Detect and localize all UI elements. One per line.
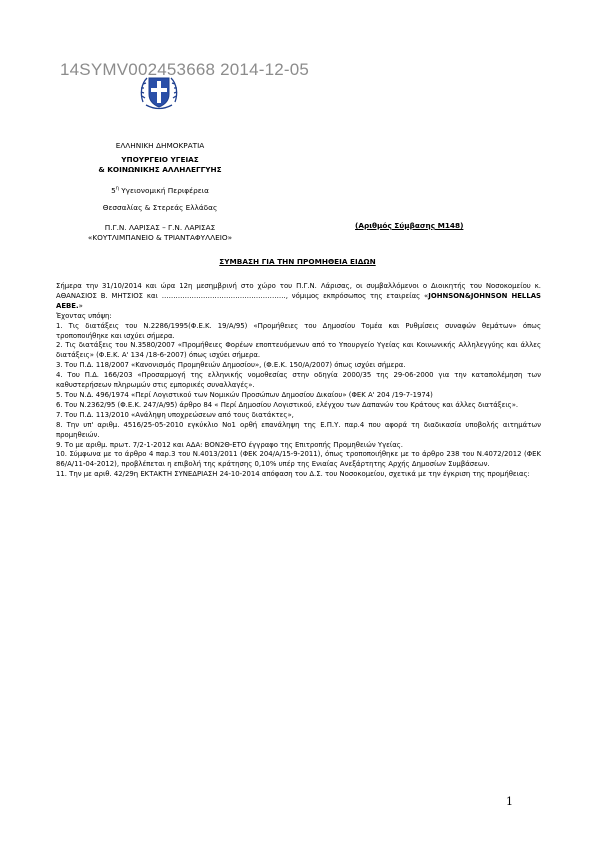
document-id-watermark: 14SYMV002453668 2014-12-05 bbox=[60, 60, 310, 79]
page-number: 1 bbox=[506, 795, 513, 808]
hospital-name-line-2: «ΚΟΥΤΛΙΜΠΑΝΕΙΟ & ΤΡΙΑΝΤΑΦΥΛΛΕΙΟ» bbox=[87, 233, 233, 242]
list-item: 2. Τις διατάξεις του Ν.3580/2007 «Προμήθειες Φορέων εποπτευόμενων από το Υπουργείο Υγείας και Κοινωνικής Αλληλεγγύης και άλλες διατάξεις» (Φ.Ε.Κ. Α' 134 /18-6-2007) όπως ισχύει σήμερα. bbox=[56, 341, 541, 360]
contract-number: (Αριθμός Σύμβασης Μ148) bbox=[355, 221, 464, 230]
list-item: 4. Του Π.Δ. 166/203 «Προσαρμογή της ελληνικής νομοθεσίας στην οδηγία 2000/35 της 29-06-2000 για την καταπολέμηση των καθυστερήσεων πληρωμών στις εμπορικές συναλλαγές». bbox=[56, 371, 541, 390]
health-region-line-2: Θεσσαλίας & Στερεάς Ελλάδας bbox=[102, 203, 218, 212]
list-item: 8. Την υπ' αριθμ. 4516/25-05-2010 εγκύκλιο Νο1 ορθή επανάληψη της Ε.Π.Υ. παρ.4 που αφορά τη διαδικασία υποβολής αιτημάτων προμηθειών. bbox=[56, 420, 541, 439]
ministry-line-2: & ΚΟΙΝΩΝΙΚΗΣ ΑΛΛΗΛΕΓΓΥΗΣ bbox=[98, 165, 222, 174]
list-item: 9. Το με αριθμ. πρωτ. 7/2-1-2012 και ΑΔΑ: ΒΟΝ2Θ-ΕΤΟ έγγραφο της Επιτροπής Προμηθειών Υγείας. bbox=[56, 440, 404, 449]
ministry-line-1: ΥΠΟΥΡΓΕΙΟ ΥΓΕΙΑΣ bbox=[121, 155, 199, 164]
list-item: 11. Την με αριθ. 42/29η ΕΚΤΑΚΤΗ ΣΥΝΕΔΡΙΑΣΗ 24-10-2014 απόφαση του Δ.Σ. του Νοσοκομείου, σχετικά με την έγκριση της προμήθειας: bbox=[56, 470, 530, 479]
list-item: 10. Σύμφωνα με το άρθρο 4 παρ.3 του Ν.4013/2011 (ΦΕΚ 204/Α/15-9-2011), όπως τροποποιήθηκε με το άρθρο 238 του Ν.4072/2012 (ΦΕΚ 86/Α/11-04-2012), προβλέπεται η επιβολή της κράτησης 0,10% υπέρ της Ενιαίας Ανεξάρτητης Αρχής Δημοσίων Συμβάσεων. bbox=[56, 450, 541, 469]
hospital-name-line-1: Π.Γ.Ν. ΛΑΡΙΣΑΣ – Γ.Ν. ΛΑΡΙΣΑΣ bbox=[104, 223, 216, 232]
list-item: 7. Του Π.Δ. 113/2010 «Ανάληψη υποχρεώσεων από τους διατάκτες», bbox=[56, 410, 294, 419]
intro-paragraph: Σήμερα την 31/10/2014 και ώρα 12η μεσημβρινή στο χώρο του Π.Γ.Ν. Λάρισας, οι συμβαλλόμενοι ο Διοικητής του Νοσοκομείου κ. ΑΘΑΝΑΣΙΟΣ Β. ΜΗΤΣΙΟΣ και ………………………………………………, νόμιμος εκπρόσωπος της εταιρείας «JOHNSON&JOHNSON HELLAS ΑΕΒΕ.» bbox=[56, 282, 542, 310]
contract-body bbox=[56, 282, 541, 480]
list-item: 6. Του Ν.2362/95 (Φ.Ε.Κ. 247/Α/95) άρθρο 84 « Περί Δημοσίου Λογιστικού, ελέγχου των Δαπανών του Κράτους και άλλες διατάξεις». bbox=[56, 400, 519, 409]
republic-label: ΕΛΛΗΝΙΚΗ ΔΗΜΟΚΡΑΤΙΑ bbox=[115, 141, 205, 150]
company-name: JOHNSON&JOHNSON HELLAS ΑΕΒΕ. bbox=[56, 291, 542, 310]
list-item: 5. Του Ν.Δ. 496/1974 «Περί Λογιστικού των Νομικών Προσώπων Δημοσίου Δικαίου» (ΦΕΚ Α' 204 /19-7-1974) bbox=[56, 390, 433, 399]
health-region-line-1: $5^\eta$ Υγειονομική Περιφέρεια bbox=[111, 185, 209, 195]
list-item: 3. Του Π.Δ. 118/2007 «Κανονισμός Προμηθειών Δημοσίου», (Φ.Ε.Κ. 150/Α/2007) όπως ισχύει σήμερα. bbox=[56, 361, 406, 370]
considering-label: Έχοντας υπόψη: bbox=[56, 311, 112, 320]
document-title: ΣΥΜΒΑΣΗ ΓΙΑ ΤΗΝ ΠΡΟΜΗΘΕΙΑ ΕΙΔΩΝ bbox=[219, 257, 376, 266]
list-item: 1. Τις διατάξεις του Ν.2286/1995(Φ.Ε.Κ. 19/Α/95) «Προμήθειες του Δημοσίου Τομέα και Ρυθμίσεις συναφών θεμάτων» όπως τροποποιήθηκε και ισχύει σήμερα. bbox=[56, 321, 541, 340]
